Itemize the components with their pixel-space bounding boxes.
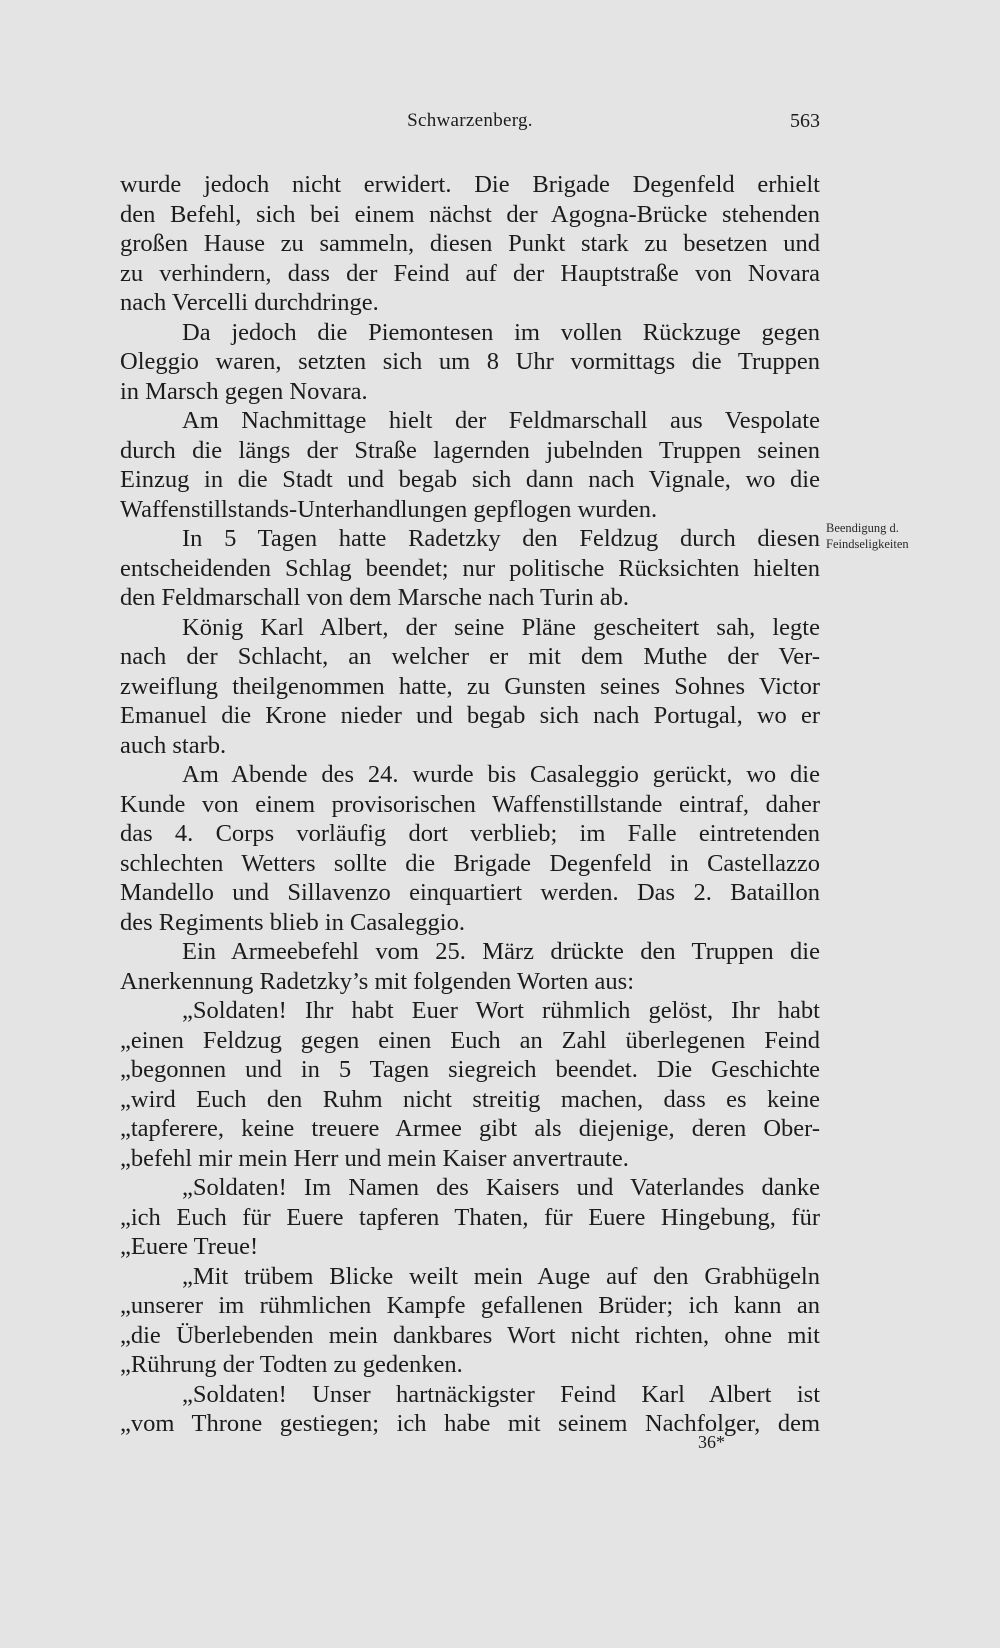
text-line: „vom Throne gestiegen; ich habe mit seinem Nachfolger, dem [120,1410,820,1437]
text-line: „Soldaten! Ihr habt Euer Wort rühmlich gelöst, Ihr habt [182,997,820,1024]
text-line: Waffenstillstands-Unterhandlungen gepflogen wurden. [120,495,658,523]
text-line: Mandello und Sillavenzo einquartiert werden. Das 2. Bataillon [120,879,820,906]
text-line: „begonnen und in 5 Tagen siegreich beendet. Die Geschichte [120,1056,820,1083]
text-line: Oleggio waren, setzten sich um 8 Uhr vormittags die Truppen [120,348,820,375]
margin-note-line: Feindseligkeiten [826,537,909,551]
text-line: großen Hause zu sammeln, diesen Punkt stark zu besetzen und [120,230,820,257]
text-line: Emanuel die Krone nieder und begab sich nach Portugal, wo er [120,702,820,729]
text-line: den Befehl, sich bei einem nächst der Agogna-Brücke stehenden [120,200,820,228]
text-line: „tapferere, keine treuere Armee gibt als diejenige, deren Ober- [120,1115,820,1142]
text-line: den Feldmarschall von dem Marsche nach Turin ab. [120,584,629,611]
text-line: des Regiments blieb in Casaleggio. [120,908,465,936]
text-line: schlechten Wetters sollte die Brigade Degenfeld in Castellazzo [120,849,820,877]
text-line: „Rührung der Todten zu gedenken. [120,1351,463,1378]
text-line: das 4. Corps vorläufig dort verblieb; im Falle eintretenden [120,820,820,847]
text-line: in Marsch gegen Novara. [120,377,368,405]
signature-mark: 36* [698,1432,725,1452]
text-line: Da jedoch die Piemontesen im vollen Rückzuge gegen [182,318,820,346]
text-line: Ein Armeebefehl vom 25. März drückte den Truppen die [182,938,820,965]
running-head: Schwarzenberg. [407,110,533,131]
text-line: Am Abende des 24. wurde bis Casaleggio gerückt, wo die [182,761,820,788]
text-line: Kunde von einem provisorischen Waffenstillstande eintraf, daher [120,790,820,818]
text-line: wurde jedoch nicht erwidert. Die Brigade Degenfeld erhielt [120,171,820,198]
page-number: 563 [790,110,820,132]
text-line: nach Vercelli durchdringe. [120,289,379,316]
text-line: Am Nachmittage hielt der Feldmarschall aus Vespolate [182,407,820,434]
text-line: „Soldaten! Im Namen des Kaisers und Vaterlandes danke [182,1174,820,1201]
text-line: „die Überlebenden mein dankbares Wort nicht richten, ohne mit [120,1321,820,1349]
text-line: durch die längs der Straße lagernden jubelnden Truppen seinen [120,436,820,464]
margin-note-line: Beendigung d. [826,521,899,535]
body-text [120,170,820,1439]
text-line: nach der Schlacht, an welcher er mit dem Muthe der Ver- [120,643,820,670]
text-line: König Karl Albert, der seine Pläne gescheitert sah, legte [182,613,820,641]
text-line: „befehl mir mein Herr und mein Kaiser anvertraute. [120,1144,629,1172]
text-line: auch starb. [120,731,227,759]
text-line: „einen Feldzug gegen einen Euch an Zahl überlegenen Feind [120,1026,820,1054]
text-line: „Euere Treue! [120,1233,259,1260]
text-line: „ich Euch für Euere tapferen Thaten, für Euere Hingebung, für [120,1203,820,1231]
text-line: entscheidenden Schlag beendet; nur politische Rücksichten hielten [120,554,820,582]
text-line: „wird Euch den Ruhm nicht streitig machen, dass es keine [120,1085,820,1113]
text-line: Einzug in die Stadt und begab sich dann nach Vignale, wo die [120,466,820,493]
page-header [120,110,820,140]
text-line: „unserer im rühmlichen Kampfe gefallenen Brüder; ich kann an [120,1292,820,1319]
text-line: In 5 Tagen hatte Radetzky den Feldzug durch diesen [182,525,820,552]
text-line: zweiflung theilgenommen hatte, zu Gunsten seines Sohnes Victor [120,672,820,700]
text-line: zu verhindern, dass der Feind auf der Hauptstraße von Novara [120,259,820,287]
margin-note [826,520,966,552]
text-line: „Soldaten! Unser hartnäckigster Feind Karl Albert ist [182,1380,820,1408]
text-line: „Mit trübem Blicke weilt mein Auge auf den Grabhügeln [182,1262,820,1290]
text-line: Anerkennung Radetzky’s mit folgenden Worten aus: [120,967,634,995]
